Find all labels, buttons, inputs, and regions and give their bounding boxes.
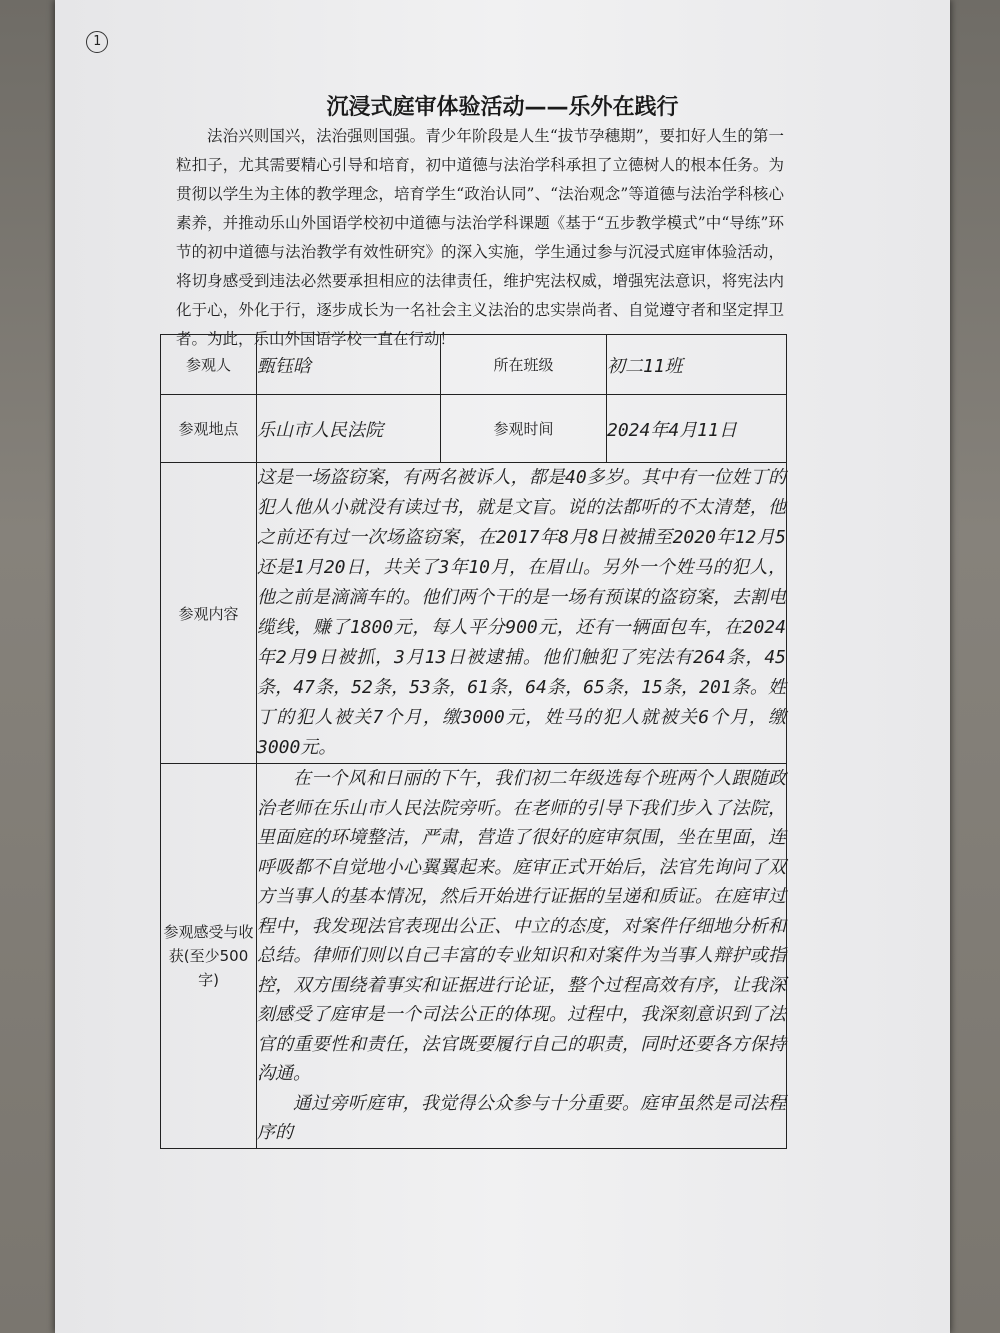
form-row-content: [161, 463, 787, 764]
content-paragraph: 这是一场盗窃案，有两名被诉人，都是40多岁。其中有一位姓丁的犯人他从小就没有读过书，就是文盲。说的法都听的不太清楚，他之前还有过一次场盗窃案，在2017年8月8日被捕至2020年12月5还是1月20日，共关了3年10月，在眉山。另外一个姓马的犯人，他之前是滴滴车的。他们两个干的是一场有预谋的盗窃案，去割电缆线，赚了1800元，每人平分900元，还有一辆面包车，在2024年2月9日被抓，3月13日被逮捕。他们触犯了宪法有264条，45条，47条，52条，53条，61条，64条，65条，15条，201条。姓丁的犯人被关7个月，缴3000元，姓马的犯人就被关6个月，缴3000元。: [257, 467, 786, 758]
form-row-visitor: [161, 335, 787, 395]
content-label: 参观内容: [161, 463, 257, 764]
class-value: 初二11班: [607, 335, 787, 395]
document-title: 沉浸式庭审体验活动——乐外在践行: [326, 95, 679, 120]
time-value: 2024年4月11日: [607, 395, 787, 463]
reflection-label: 参观感受与收获(至少500字): [161, 764, 257, 1149]
reflection-text: [257, 764, 787, 1149]
visitor-value: 甄钰晗: [257, 335, 441, 395]
page-number: 1: [86, 31, 108, 53]
time-label: 参观时间: [441, 395, 607, 463]
class-label: 所在班级: [441, 335, 607, 395]
form-row-reflection: [161, 764, 787, 1149]
location-value: 乐山市人民法院: [257, 395, 441, 463]
visitor-label: 参观人: [161, 335, 257, 395]
reflection-paragraph-2: 通过旁听庭审，我觉得公众参与十分重要。庭审虽然是司法程序的: [257, 1092, 786, 1143]
intro-paragraph: 法治兴则国兴，法治强则国强。青少年阶段是人生“拔节孕穗期”，要扣好人生的第一粒扣子，尤其需要精心引导和培育，初中道德与法治学科承担了立德树人的根本任务。为贯彻以学生为主体的教学理念，培育学生“政治认同”、“法治观念”等道德与法治学科核心素养，并推动乐山外国语学校初中道德与法治学科课题《基于“五步教学模式”中“导练”环节的初中道德与法治教学有效性研究》的深入实施，学生通过参与沉浸式庭审体验活动，将切身感受到违法必然要承担相应的法律责任，维护宪法权威，增强宪法意识，将宪法内化于心，外化于行，逐步成长为一名社会主义法治的忠实崇尚者、自觉遵守者和坚定捍卫者。为此，乐山外国语学校一直在行动！: [176, 127, 784, 348]
reflection-paragraph-1: 在一个风和日丽的下午，我们初二年级选每个班两个人跟随政治老师在乐山市人民法院旁听。在老师的引导下我们步入了法院，里面庭的环境整洁，严肃，营造了很好的庭审氛围，坐在里面，连呼吸都不自觉地小心翼翼起来。庭审正式开始后，法官先询问了双方当事人的基本情况，然后开始进行证据的呈递和质证。在庭审过程中，我发现法官表现出公正、中立的态度，对案件仔细地分析和总结。律师们则以自己丰富的专业知识和对案件为当事人辩护或指控，双方围绕着事实和证据进行论证，整个过程高效有序，让我深刻感受了庭审是一个司法公正的体现。过程中，我深刻意识到了法官的重要性和责任，法官既要履行自己的职责，同时还要各方保持沟通。: [257, 768, 786, 1084]
form-row-location: [161, 395, 787, 463]
visit-record-form: [160, 334, 787, 1149]
content-text: [257, 463, 787, 764]
location-label: 参观地点: [161, 395, 257, 463]
